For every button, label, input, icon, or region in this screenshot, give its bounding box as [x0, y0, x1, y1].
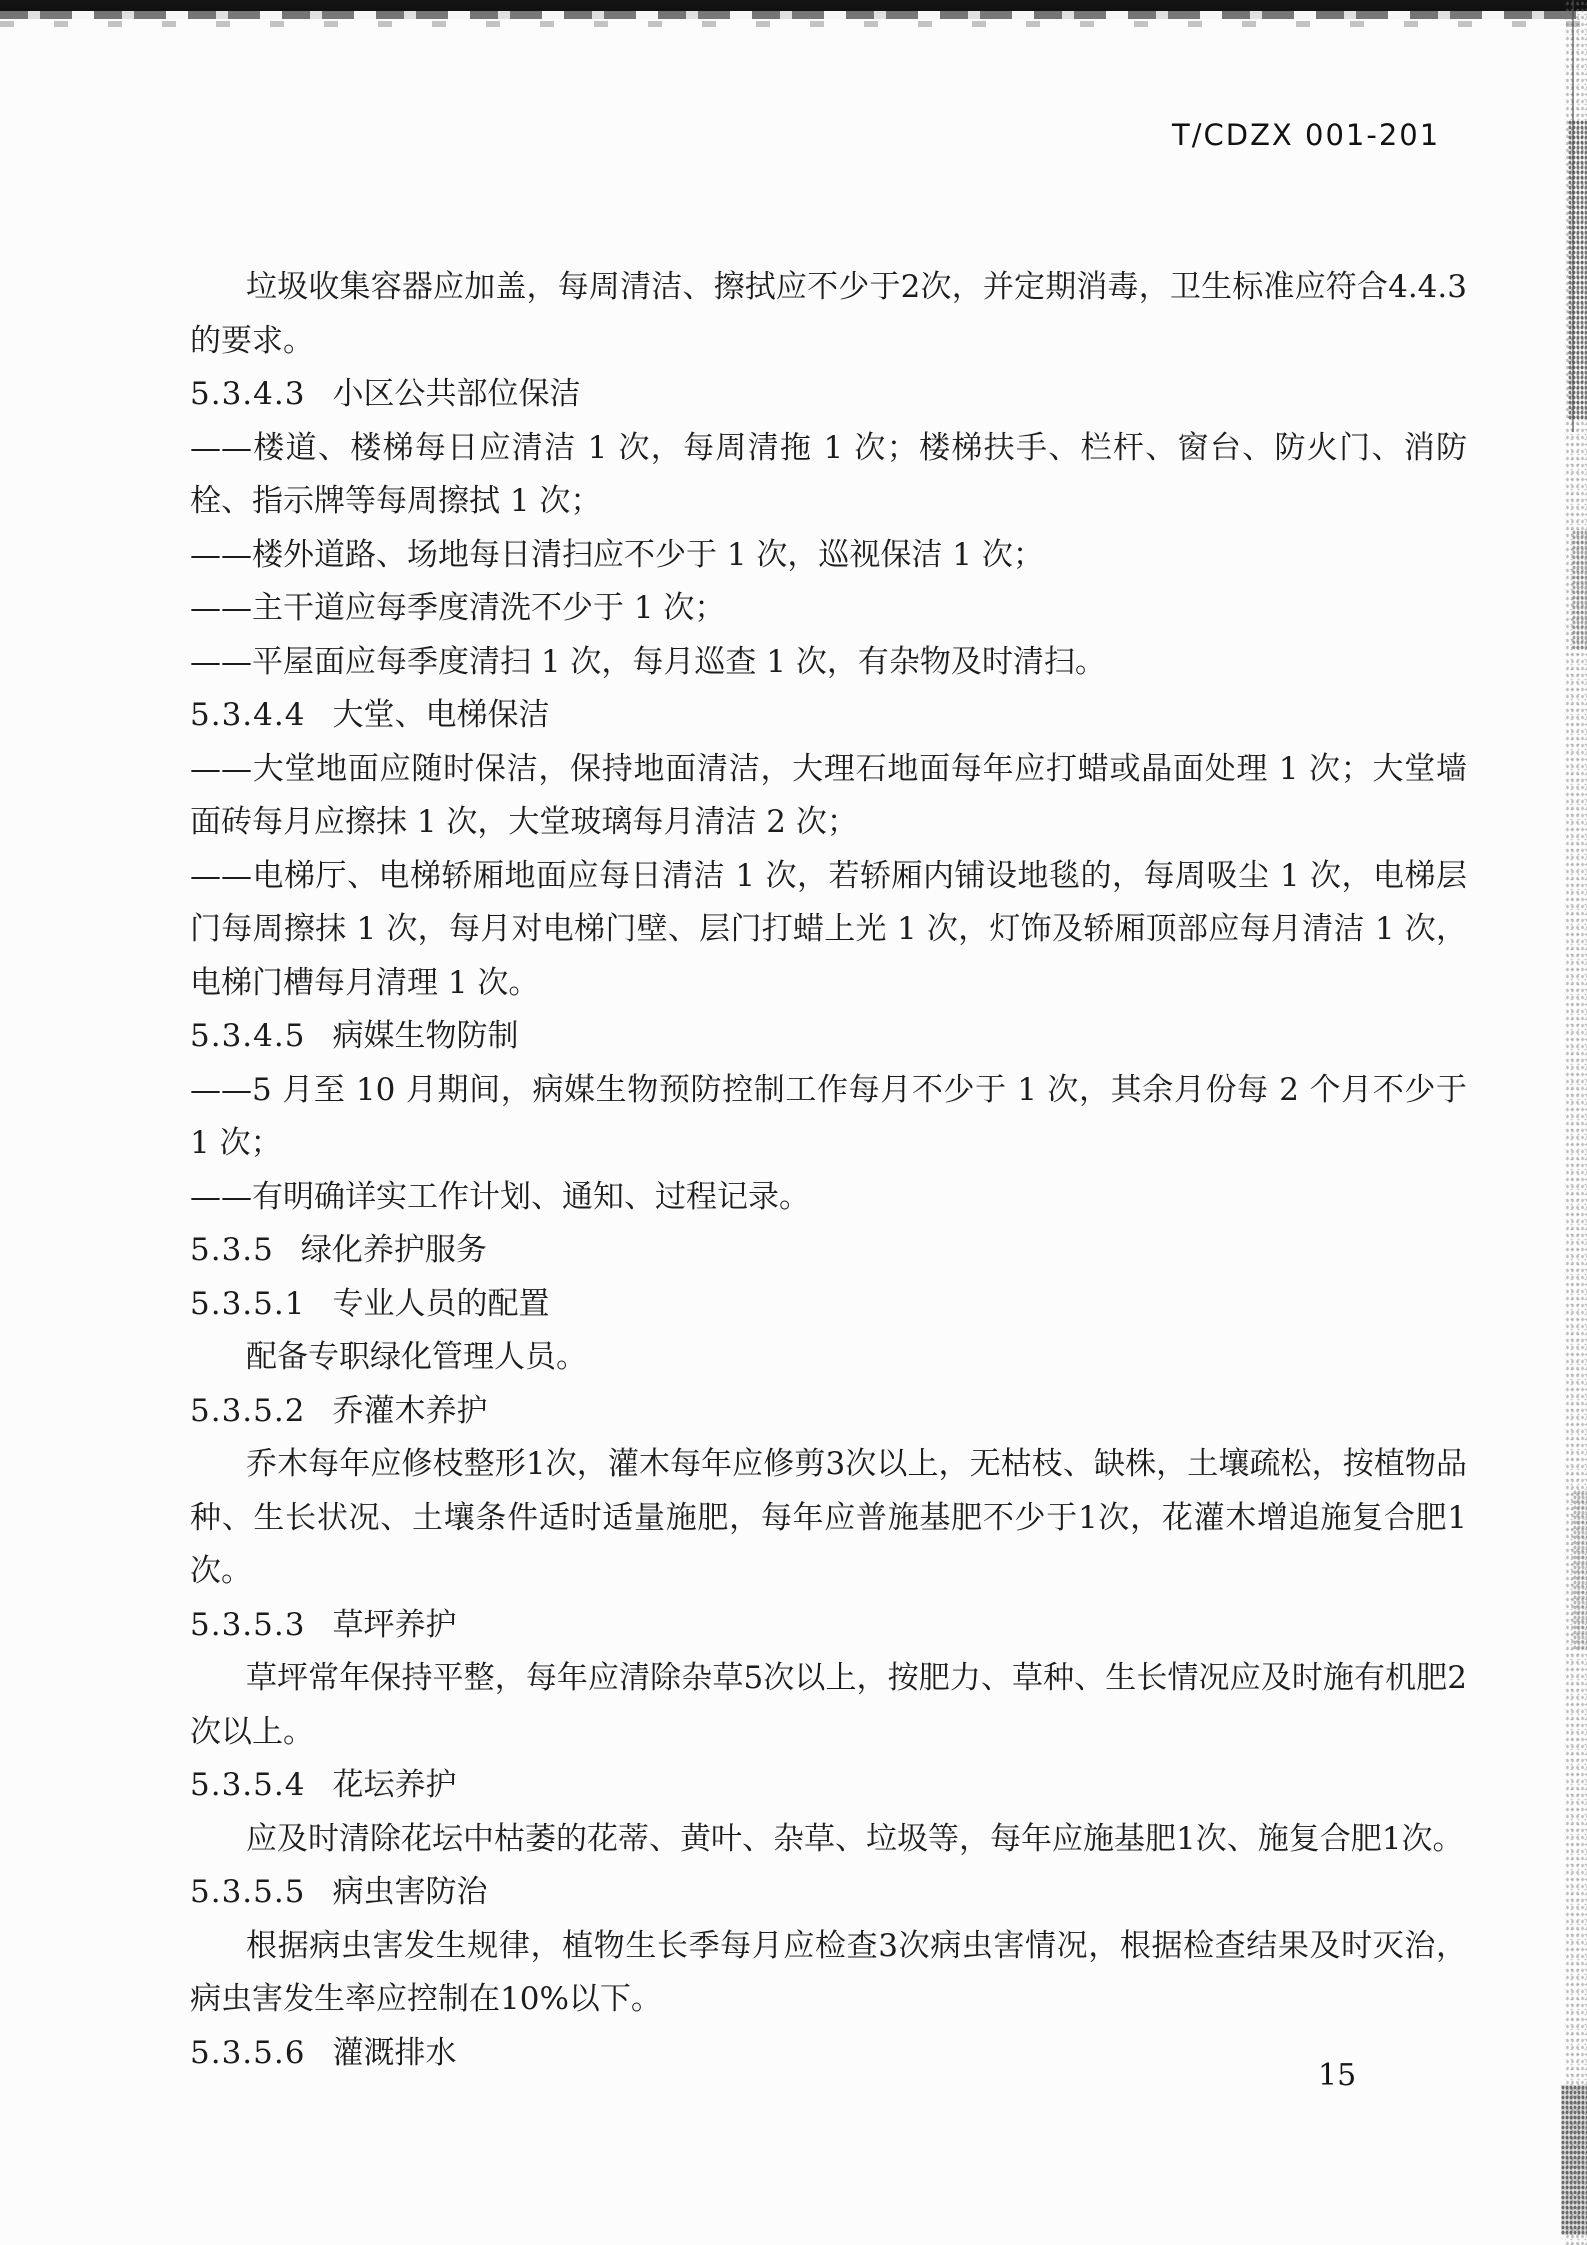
- section-number: 5.3.5.2: [190, 1392, 306, 1429]
- body-paragraph: 配备专职绿化管理人员。: [246, 1339, 587, 1375]
- section-title: 乔灌木养护: [332, 1392, 488, 1429]
- section-number: 5.3.5.6: [190, 2034, 306, 2071]
- section-title: 花坛养护: [332, 1767, 457, 1803]
- section-number: 5.3.5.1: [190, 1285, 306, 1322]
- body-paragraph: 草坪常年保持平整，每年应清除杂草5次以上，按肥力、草种、生长情况应及时施有机肥2次以上。: [190, 1660, 1467, 1750]
- document-body: [190, 261, 1467, 2080]
- section-number: 5.3.4.4: [190, 697, 306, 733]
- section-title: 大堂、电梯保洁: [332, 697, 550, 733]
- section-heading: [190, 2027, 1467, 2081]
- section-title: 专业人员的配置: [332, 1285, 550, 1322]
- scan-artifact-blotch: [1561, 2085, 1587, 2235]
- section-heading: [190, 1759, 1467, 1813]
- body-paragraph: 乔木每年应修枝整形1次，灌木每年应修剪3次以上，无枯枝、缺株，土壤疏松，按植物品种、生长状况、土壤条件适时适量施肥，每年应普施基肥不少于1次，花灌木增追施复合肥1次。: [190, 1446, 1467, 1589]
- dash-item: ——楼外道路、场地每日清扫应不少于 1 次，巡视保洁 1 次；: [190, 536, 1044, 573]
- dash-item: ——平屋面应每季度清扫 1 次，每月巡查 1 次，有杂物及时清扫。: [190, 643, 1106, 680]
- dash-item: ——有明确详实工作计划、通知、过程记录。: [190, 1178, 810, 1215]
- section-number: 5.3.5.5: [190, 1874, 306, 1910]
- dash-item: ——楼道、楼梯每日应清洁 1 次，每周清拖 1 次；楼梯扶手、栏杆、窗台、防火门、消防栓、指示牌等每周擦拭 1 次；: [190, 429, 1467, 519]
- section-title: 小区公共部位保洁: [332, 376, 581, 412]
- dash-item: ——主干道应每季度清洗不少于 1 次；: [190, 590, 726, 626]
- section-number: 5.3.4.3: [190, 376, 306, 412]
- section-heading: [190, 1010, 1467, 1064]
- body-paragraph: 应及时清除花坛中枯萎的花蒂、黄叶、杂草、垃圾等，每年应施基肥1次、施复合肥1次。: [246, 1820, 1464, 1857]
- section-title: 灌溉排水: [332, 2034, 457, 2071]
- section-number: 5.3.4.5: [190, 1018, 306, 1054]
- section-heading: [190, 689, 1467, 743]
- scan-artifact-blotch: [1572, 530, 1587, 650]
- body-paragraph: 根据病虫害发生规律，植物生长季每月应检查3次病虫害情况，根据检查结果及时灭治，病虫害发生率应控制在10%以下。: [190, 1927, 1467, 2017]
- scan-artifact-blotch: [1573, 1490, 1587, 1650]
- body-paragraph: 垃圾收集容器应加盖，每周清洁、擦拭应不少于2次，并定期消毒，卫生标准应符合4.4.3的要求。: [190, 269, 1467, 359]
- section-title: 绿化养护服务: [300, 1232, 487, 1268]
- document-code: T/CDZX 001-201: [1172, 118, 1441, 152]
- section-number: 5.3.5.3: [190, 1606, 306, 1643]
- dash-item: ——大堂地面应随时保洁，保持地面清洁，大理石地面每年应打蜡或晶面处理 1 次；大堂墙面砖每月应擦抹 1 次，大堂玻璃每月清洁 2 次；: [190, 750, 1467, 840]
- section-heading: [190, 1224, 1467, 1278]
- section-heading: [190, 1599, 1467, 1653]
- section-number: 5.3.5.4: [190, 1767, 306, 1803]
- dash-item: ——电梯厅、电梯轿厢地面应每日清洁 1 次，若轿厢内铺设地毯的，每周吸尘 1 次，电梯层门每周擦抹 1 次，每月对电梯门壁、层门打蜡上光 1 次，灯饰及轿厢顶部应每月清洁 1 次，电梯门槽每月清理 1 次。: [190, 857, 1467, 1001]
- section-heading: [190, 1866, 1467, 1920]
- page-number: 15: [1318, 2058, 1357, 2093]
- scan-artifact-blotch: [1568, 120, 1587, 420]
- section-heading: [190, 1385, 1467, 1439]
- section-title: 草坪养护: [332, 1606, 457, 1643]
- section-number: 5.3.5: [190, 1232, 274, 1268]
- section-heading: [190, 1278, 1467, 1332]
- scan-artifact-top-band: [0, 0, 1587, 30]
- section-heading: [190, 368, 1467, 422]
- section-title: 病虫害防治: [332, 1874, 488, 1910]
- section-title: 病媒生物防制: [332, 1018, 519, 1054]
- dash-item: ——5 月至 10 月期间，病媒生物预防控制工作每月不少于 1 次，其余月份每 2 个月不少于 1 次；: [190, 1071, 1467, 1161]
